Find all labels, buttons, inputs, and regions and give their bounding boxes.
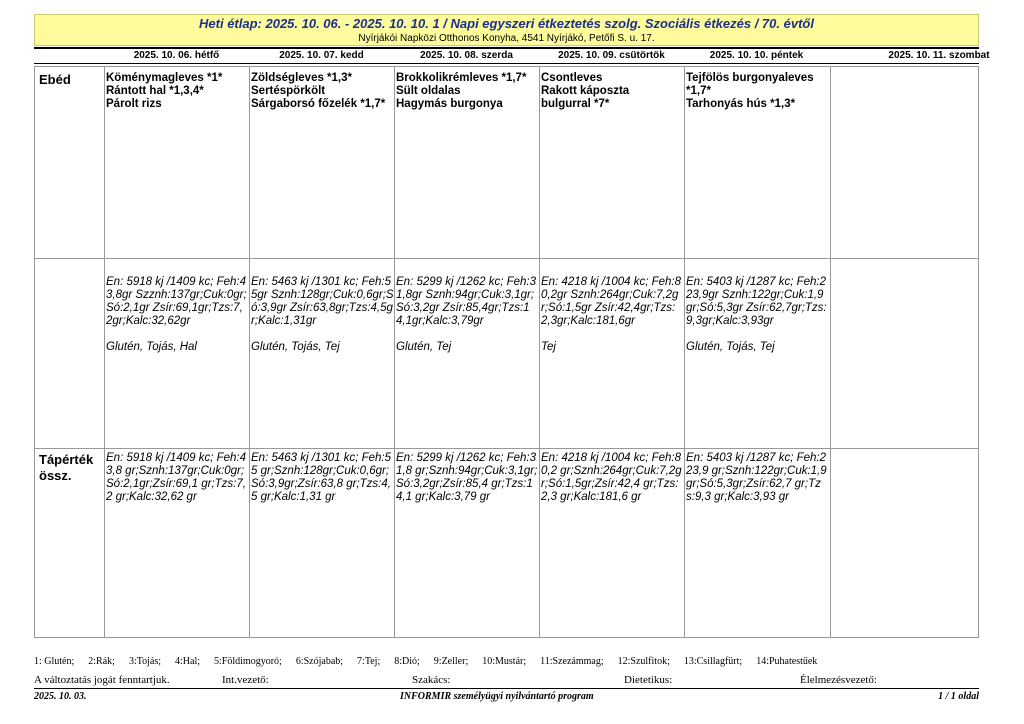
signature-line — [34, 674, 979, 688]
day-header-friday: 2025. 10. 10. péntek — [709, 50, 804, 61]
nutrition-values: En: 4218 kj /1004 kc; Feh:80,2gr Sznh:264gr;Cuk:7,2gr;Só:1,5gr Zsír:42,4gr;Tzs:2,3gr;Kalc:181,6gr — [541, 276, 682, 327]
dish-soup: Zöldségleves *1,3* — [251, 72, 352, 84]
summary-cell-friday: En: 5403 kj /1287 kc; Feh:223,9 gr;Sznh:122gr;Cuk:1,9gr;Só:5,3gr;Zsír:62,7 gr;Tzs:9,3 gr;Kalc:3,93 gr — [686, 452, 827, 503]
summary-cell-monday: En: 5918 kj /1409 kc; Feh:43,8 gr;Sznh:137gr;Cuk:0gr;Só:2,1gr;Zsír:69,1 gr;Tzs:7,2 gr;Kalc:32,62 gr — [106, 452, 247, 503]
reserve-notice: A változtatás jogát fenntartjuk. — [34, 674, 170, 686]
signature-food-manager: Élelmezésvezető: — [800, 674, 877, 686]
page-footer — [34, 688, 979, 703]
dish-side: bulgurral *7* — [541, 98, 610, 110]
nutrition-cell-wednesday — [396, 276, 539, 354]
dish-side: Párolt rizs — [106, 98, 162, 110]
allergen-legend-item: 13:Csillagfürt; — [683, 656, 743, 667]
allergen-legend-item: 10:Mustár; — [482, 656, 527, 667]
signature-chef: Szakács: — [412, 674, 451, 686]
day-header-tuesday: 2025. 10. 07. kedd — [279, 50, 364, 61]
allergen-legend-item: 7:Tej; — [357, 656, 381, 667]
page-number: 1 / 1 oldal — [938, 691, 979, 702]
row-label-summary: Tápérték össz. — [39, 452, 94, 483]
nutrition-cell-thursday — [541, 276, 684, 354]
menu-cell-wednesday — [396, 72, 539, 111]
column-divider — [539, 67, 540, 637]
dish-soup: Csontleves — [541, 72, 603, 84]
menu-cell-friday — [686, 72, 829, 111]
day-header-monday: 2025. 10. 06. hétfő — [133, 50, 220, 61]
summary-cell-thursday: En: 4218 kj /1004 kc; Feh:80,2 gr;Sznh:264gr;Cuk:7,2gr;Só:1,5gr;Zsír:42,4 gr;Tzs:2,3 gr;Kalc:181,6 gr — [541, 452, 682, 503]
allergen-legend-item: 1: Glutén; — [34, 656, 75, 667]
dish-main: Rakott káposzta — [541, 85, 630, 97]
nutrition-values: En: 5918 kj /1409 kc; Feh:43,8gr Szznh:137gr;Cuk:0gr;Só:2,1gr Zsír:69,1gr;Tzs:7,2gr;Kalc:32,62gr — [106, 276, 247, 327]
menu-cell-thursday — [541, 72, 684, 111]
nutrition-cell-tuesday — [251, 276, 394, 354]
dish-soup: Brokkolikrémleves *1,7* — [396, 72, 527, 84]
day-header-wednesday: 2025. 10. 08. szerda — [420, 50, 513, 61]
nutrition-values: En: 5403 kj /1287 kc; Feh:223,9gr Sznh:122gr;Cuk:1,9gr;Só:5,3gr Zsír:62,7gr;Tzs:9,3gr;Kalc:3,93gr — [686, 276, 827, 327]
column-divider — [684, 67, 685, 637]
allergen-legend-item: 4:Hal; — [175, 656, 201, 667]
menu-cell-monday — [106, 72, 249, 111]
dish-soup: Köménymagleves *1* — [106, 72, 223, 84]
allergen-legend-item: 12:Szulfitok; — [617, 656, 670, 667]
allergen-list: Glutén, Tej — [396, 341, 452, 353]
menu-title: Heti étlap: 2025. 10. 06. - 2025. 10. 10. 1 / Napi egyszeri étkeztetés szolg. Szociális étkezés / 70. évtől — [199, 16, 814, 31]
row-divider — [35, 258, 978, 259]
column-divider — [830, 67, 831, 637]
nutrition-values: En: 5299 kj /1262 kc; Feh:31,8gr Sznh:94gr;Cuk:3,1gr;Só:3,2gr Zsír:85,4gr;Tzs:14,1gr;Kalc:3,79gr — [396, 276, 537, 327]
dish-soup: Tejfölös burgonyaleves — [686, 72, 814, 84]
row-label-lunch: Ebéd — [39, 72, 71, 87]
print-date: 2025. 10. 03. — [34, 691, 87, 702]
day-header-saturday: 2025. 10. 11. szombat — [888, 50, 990, 61]
allergen-legend-item: 2:Rák; — [88, 656, 115, 667]
dish-main: Tarhonyás hús *1,3* — [686, 98, 796, 110]
row-divider — [35, 448, 978, 449]
column-divider — [104, 67, 105, 637]
dish-main: Sült oldalas — [396, 85, 461, 97]
nutrition-cell-friday — [686, 276, 829, 354]
dish-soup-allergens: *1,7* — [686, 85, 711, 97]
day-header-row — [34, 48, 990, 64]
dish-side: Sárgaborsó főzelék *1,7* — [251, 98, 386, 110]
allergen-list: Tej — [541, 341, 556, 353]
column-divider — [249, 67, 250, 637]
dish-main: Rántott hal *1,3,4* — [106, 85, 204, 97]
allergen-legend-item: 8:Dió; — [394, 656, 420, 667]
menu-cell-tuesday — [251, 72, 394, 111]
signature-manager: Int.vezető: — [222, 674, 269, 686]
allergen-legend-item: 5:Földimogyoró; — [214, 656, 282, 667]
nutrition-cell-monday — [106, 276, 249, 354]
allergen-list: Glutén, Tojás, Hal — [106, 341, 197, 353]
allergen-legend-item: 9:Zeller; — [433, 656, 469, 667]
summary-cell-wednesday: En: 5299 kj /1262 kc; Feh:31,8 gr;Sznh:94gr;Cuk:3,1gr;Só:3,2gr;Zsír:85,4 gr;Tzs:14,1 gr;Kalc:3,79 gr — [396, 452, 538, 503]
allergen-legend — [34, 656, 979, 667]
summary-cell-tuesday: En: 5463 kj /1301 kc; Feh:55 gr;Sznh:128gr;Cuk:0,6gr;Só:3,9gr;Zsír:63,8 gr;Tzs:4,5 gr;Kalc:1,31 gr — [251, 452, 392, 503]
allergen-legend-item: 14:Puhatestűek — [756, 656, 818, 667]
menu-header — [34, 14, 979, 46]
allergen-legend-item: 11:Szezámmag; — [540, 656, 604, 667]
column-divider — [394, 67, 395, 637]
day-header-thursday: 2025. 10. 09. csütörtök — [558, 50, 665, 61]
allergen-legend-item: 3:Tojás; — [128, 656, 162, 667]
allergen-list: Glutén, Tojás, Tej — [251, 341, 340, 353]
signature-dietitian: Dietetikus: — [624, 674, 673, 686]
allergen-list: Glutén, Tojás, Tej — [686, 341, 775, 353]
day-header-divider — [34, 63, 979, 64]
nutrition-values: En: 5463 kj /1301 kc; Feh:55gr Sznh:128gr;Cuk:0,6gr;Só:3,9gr Zsír:63,8gr;Tzs:4,5gr;Kalc:1,31gr — [251, 276, 394, 327]
dish-side: Hagymás burgonya — [396, 98, 503, 110]
program-name: INFORMIR személyügyi nyilvántartó program — [400, 691, 594, 702]
dish-main: Sertéspörkölt — [251, 85, 326, 97]
allergen-legend-item: 6:Szójabab; — [295, 656, 344, 667]
menu-table — [34, 66, 979, 638]
kitchen-address: Nyírjákói Napközi Otthonos Konyha, 4541 Nyírjákó, Petőfi S. u. 17. — [358, 33, 655, 44]
